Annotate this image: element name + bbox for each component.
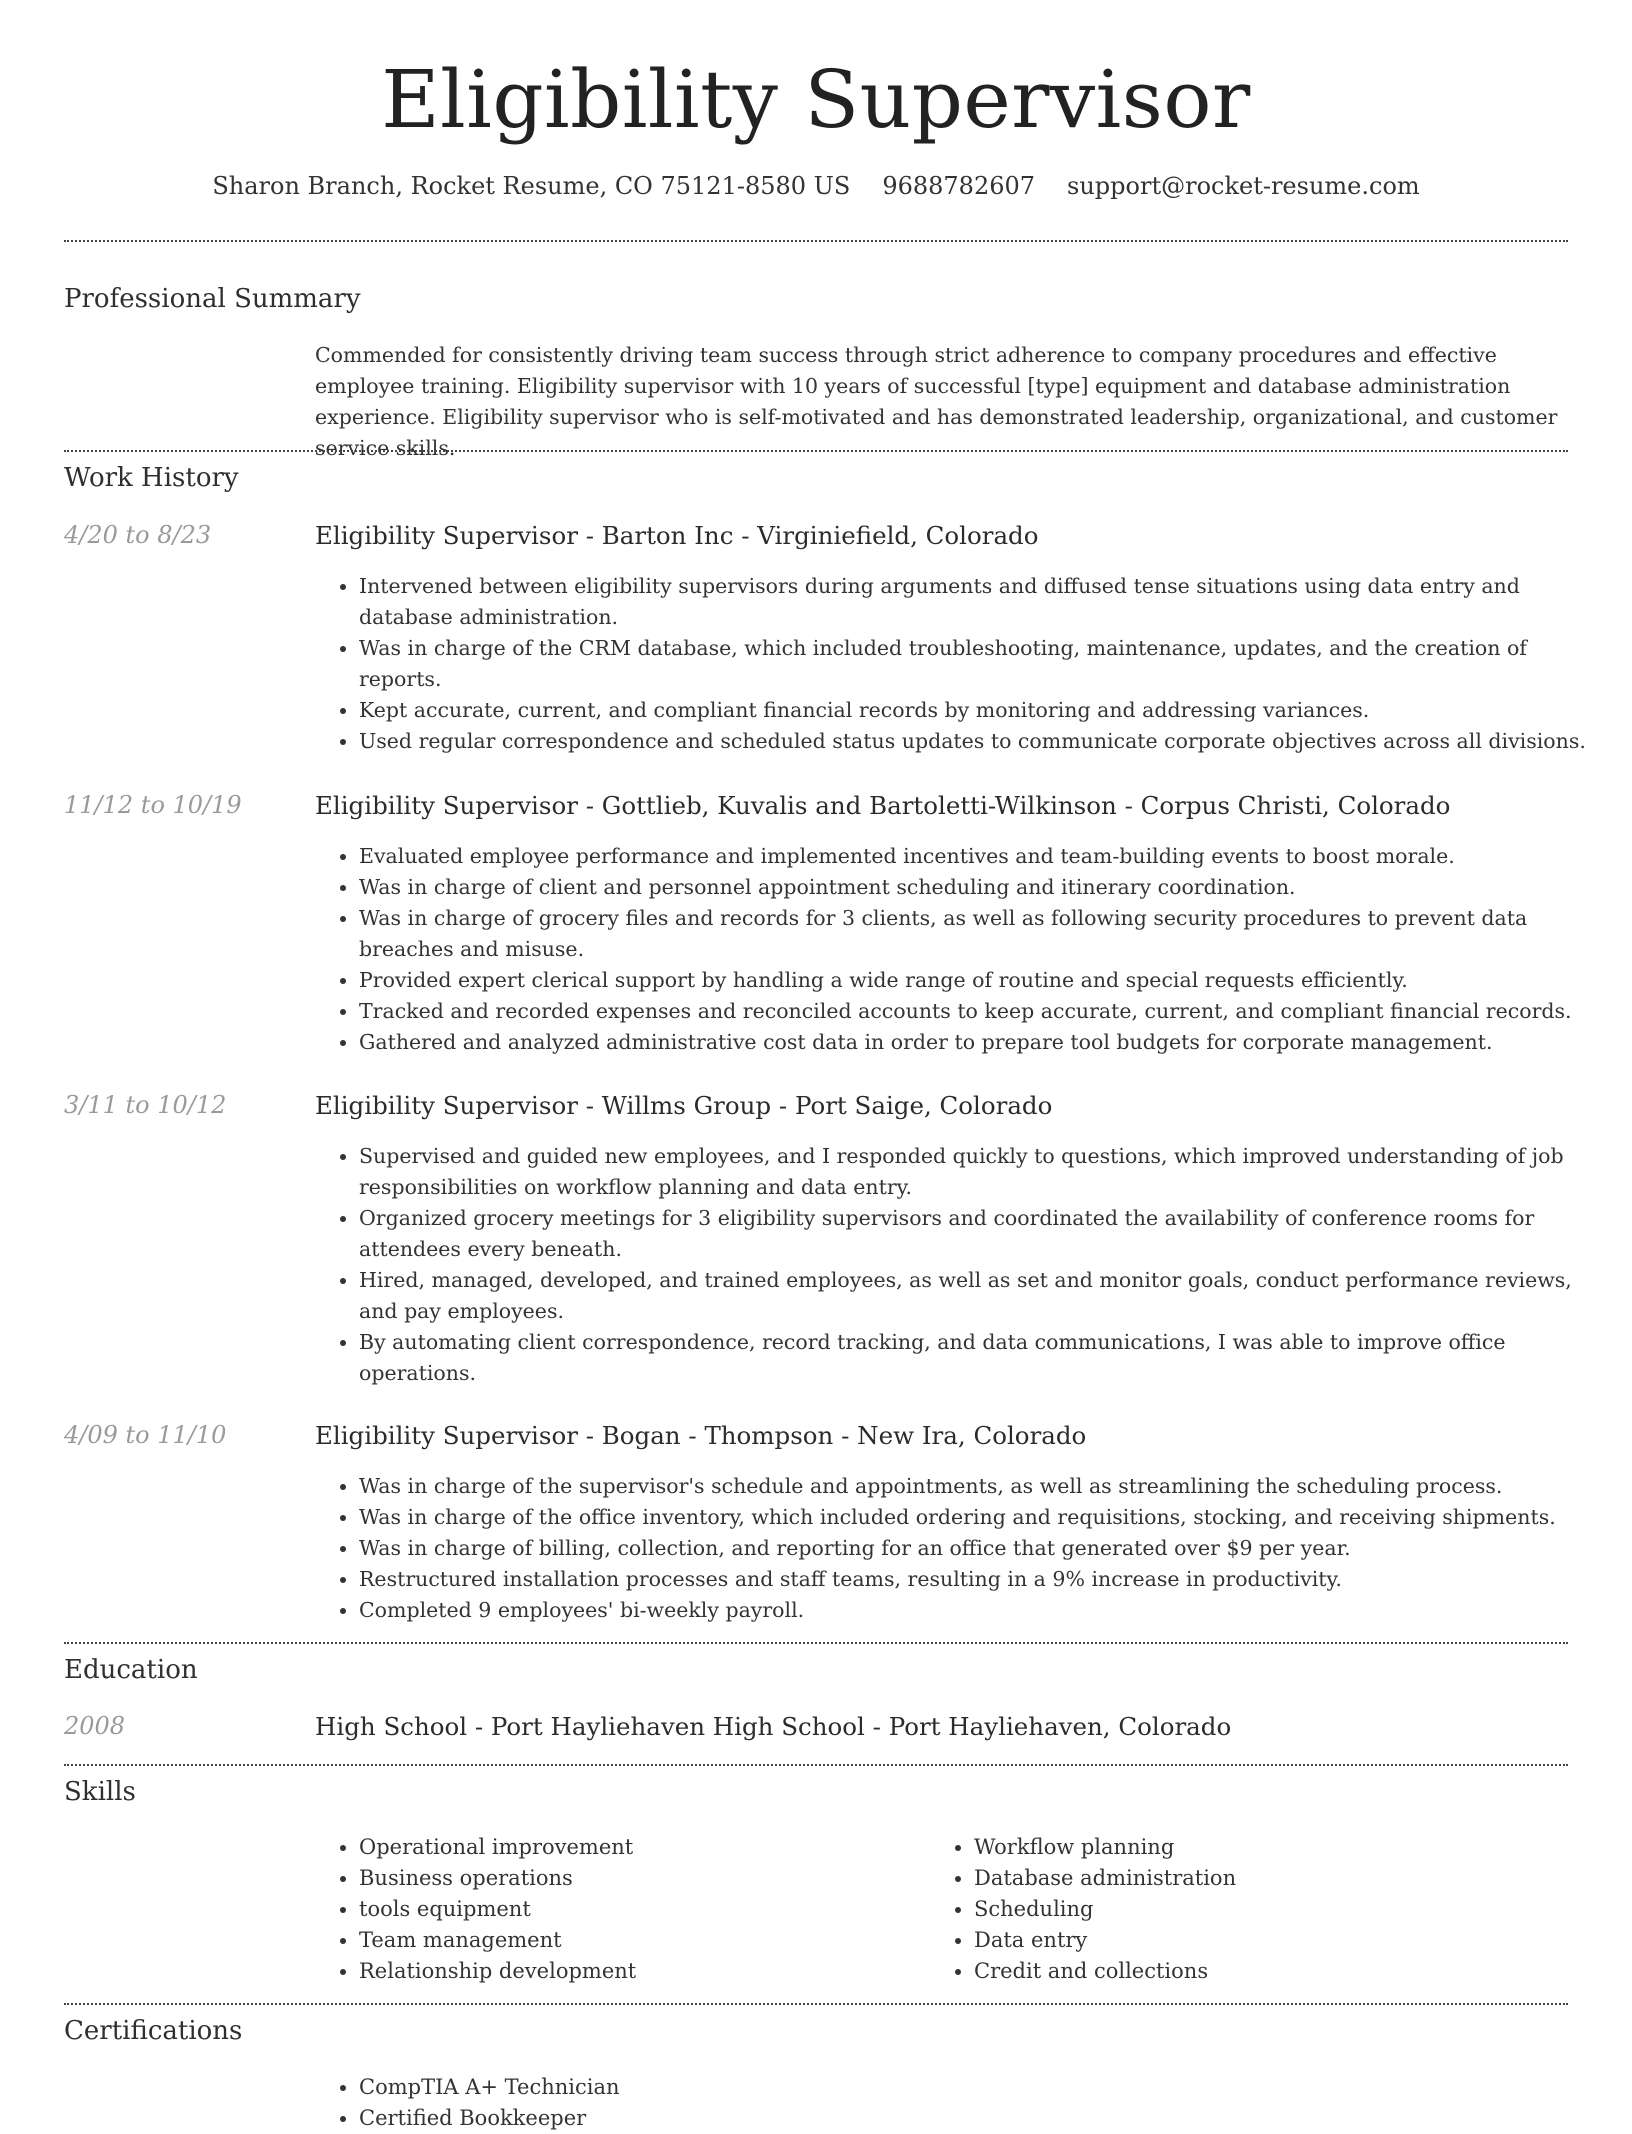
list-item: • Restructured installation processes and staff teams, resulting in a 9% increase in productivity. <box>359 1564 1614 1595</box>
job-heading: Eligibility Supervisor - Willms Group - Port Saige, Colorado <box>315 1091 1053 1120</box>
certifications-list <box>315 2072 620 2134</box>
list-item: • Provided expert clerical support by handling a wide range of routine and special requests efficiently. <box>359 965 1614 996</box>
skill-item: • Workflow planning <box>974 1832 1236 1863</box>
skill-item: • Relationship development <box>359 1956 636 1987</box>
divider <box>64 240 1568 242</box>
list-item: • Was in charge of the office inventory, which included ordering and requisitions, stocking, and receiving shipments. <box>359 1502 1614 1533</box>
job-bullets <box>315 841 1614 1058</box>
divider <box>64 2003 1568 2005</box>
job-bullets <box>315 571 1614 757</box>
list-item: • Tracked and recorded expenses and reconciled accounts to keep accurate, current, and compliant financial records. <box>359 996 1614 1027</box>
certification-item: • Certified Bookkeeper <box>359 2103 620 2134</box>
job-dates: 4/09 to 11/10 <box>64 1421 227 1449</box>
divider <box>64 450 1568 452</box>
list-item: • Gathered and analyzed administrative cost data in order to prepare tool budgets for corporate management. <box>359 1027 1614 1058</box>
skill-item: • Credit and collections <box>974 1956 1236 1987</box>
divider <box>64 1764 1568 1766</box>
resume-name: Eligibility Supervisor <box>381 53 1251 146</box>
list-item: • Hired, managed, developed, and trained employees, as well as set and monitor goals, conduct performance reviews, and pay employees. <box>359 1265 1614 1327</box>
summary-heading: Professional Summary <box>64 284 361 314</box>
contact-address: Sharon Branch, Rocket Resume, CO 75121-8580 US <box>212 172 851 200</box>
job-dates: 3/11 to 10/12 <box>64 1091 227 1119</box>
skill-item: • Scheduling <box>974 1894 1236 1925</box>
skill-item: • Business operations <box>359 1863 636 1894</box>
contact-line <box>0 172 1632 200</box>
education-year: 2008 <box>64 1712 126 1740</box>
job-dates: 4/20 to 8/23 <box>64 521 212 549</box>
certifications-heading: Certifications <box>64 2016 243 2046</box>
work-history-heading: Work History <box>64 463 239 493</box>
job-bullets <box>315 1471 1614 1626</box>
list-item: • Evaluated employee performance and implemented incentives and team-building events to boost morale. <box>359 841 1614 872</box>
list-item: • Was in charge of grocery files and records for 3 clients, as well as following security procedures to prevent data breaches and misuse. <box>359 903 1614 965</box>
list-item: • Completed 9 employees' bi-weekly payroll. <box>359 1595 1614 1626</box>
job-dates: 11/12 to 10/19 <box>64 791 242 819</box>
divider <box>64 1642 1568 1644</box>
contact-email: support@rocket-resume.com <box>1067 172 1420 200</box>
skills-list-right <box>930 1832 1236 1987</box>
list-item: • Used regular correspondence and scheduled status updates to communicate corporate objectives across all divisions. <box>359 726 1614 757</box>
job-heading: Eligibility Supervisor - Bogan - Thompson - New Ira, Colorado <box>315 1421 1087 1450</box>
list-item: • Was in charge of the supervisor's schedule and appointments, as well as streamlining the scheduling process. <box>359 1471 1614 1502</box>
list-item: • Intervened between eligibility supervisors during arguments and diffused tense situations using data entry and database administration. <box>359 571 1614 633</box>
skill-item: • Operational improvement <box>359 1832 636 1863</box>
list-item: • Was in charge of client and personnel appointment scheduling and itinerary coordination. <box>359 872 1614 903</box>
skills-list-left <box>315 1832 636 1987</box>
job-heading: Eligibility Supervisor - Barton Inc - Virginiefield, Colorado <box>315 521 1039 550</box>
job-bullets <box>315 1141 1614 1389</box>
education-heading: Education <box>64 1655 198 1685</box>
list-item: • Kept accurate, current, and compliant financial records by monitoring and addressing variances. <box>359 695 1614 726</box>
job-heading: Eligibility Supervisor - Gottlieb, Kuvalis and Bartoletti-Wilkinson - Corpus Christi, Colorado <box>315 791 1451 820</box>
skill-item: • Team management <box>359 1925 636 1956</box>
skill-item: • Data entry <box>974 1925 1236 1956</box>
list-item: • Was in charge of billing, collection, and reporting for an office that generated over $9 per year. <box>359 1533 1614 1564</box>
list-item: • Was in charge of the CRM database, which included troubleshooting, maintenance, updates, and the creation of reports. <box>359 633 1614 695</box>
list-item: • Supervised and guided new employees, and I responded quickly to questions, which improved understanding of job responsibilities on workflow planning and data entry. <box>359 1141 1614 1203</box>
list-item: • Organized grocery meetings for 3 eligibility supervisors and coordinated the availability of conference rooms for attendees every beneath. <box>359 1203 1614 1265</box>
summary-text: Commended for consistently driving team success through strict adherence to company procedures and effective employee training. Eligibility supervisor with 10 years of successful [type] equipment and database administration experience. Eligibility supervisor who is self-motivated and has demonstrated leadership, organizational, and customer service skills. <box>315 343 1558 460</box>
skill-item: • tools equipment <box>359 1894 636 1925</box>
list-item: • By automating client correspondence, record tracking, and data communications, I was able to improve office operations. <box>359 1327 1614 1389</box>
contact-phone: 9688782607 <box>882 172 1036 200</box>
certification-item: • CompTIA A+ Technician <box>359 2072 620 2103</box>
skills-heading: Skills <box>64 1777 136 1807</box>
skill-item: • Database administration <box>974 1863 1236 1894</box>
education-detail: High School - Port Hayliehaven High School - Port Hayliehaven, Colorado <box>315 1712 1232 1741</box>
